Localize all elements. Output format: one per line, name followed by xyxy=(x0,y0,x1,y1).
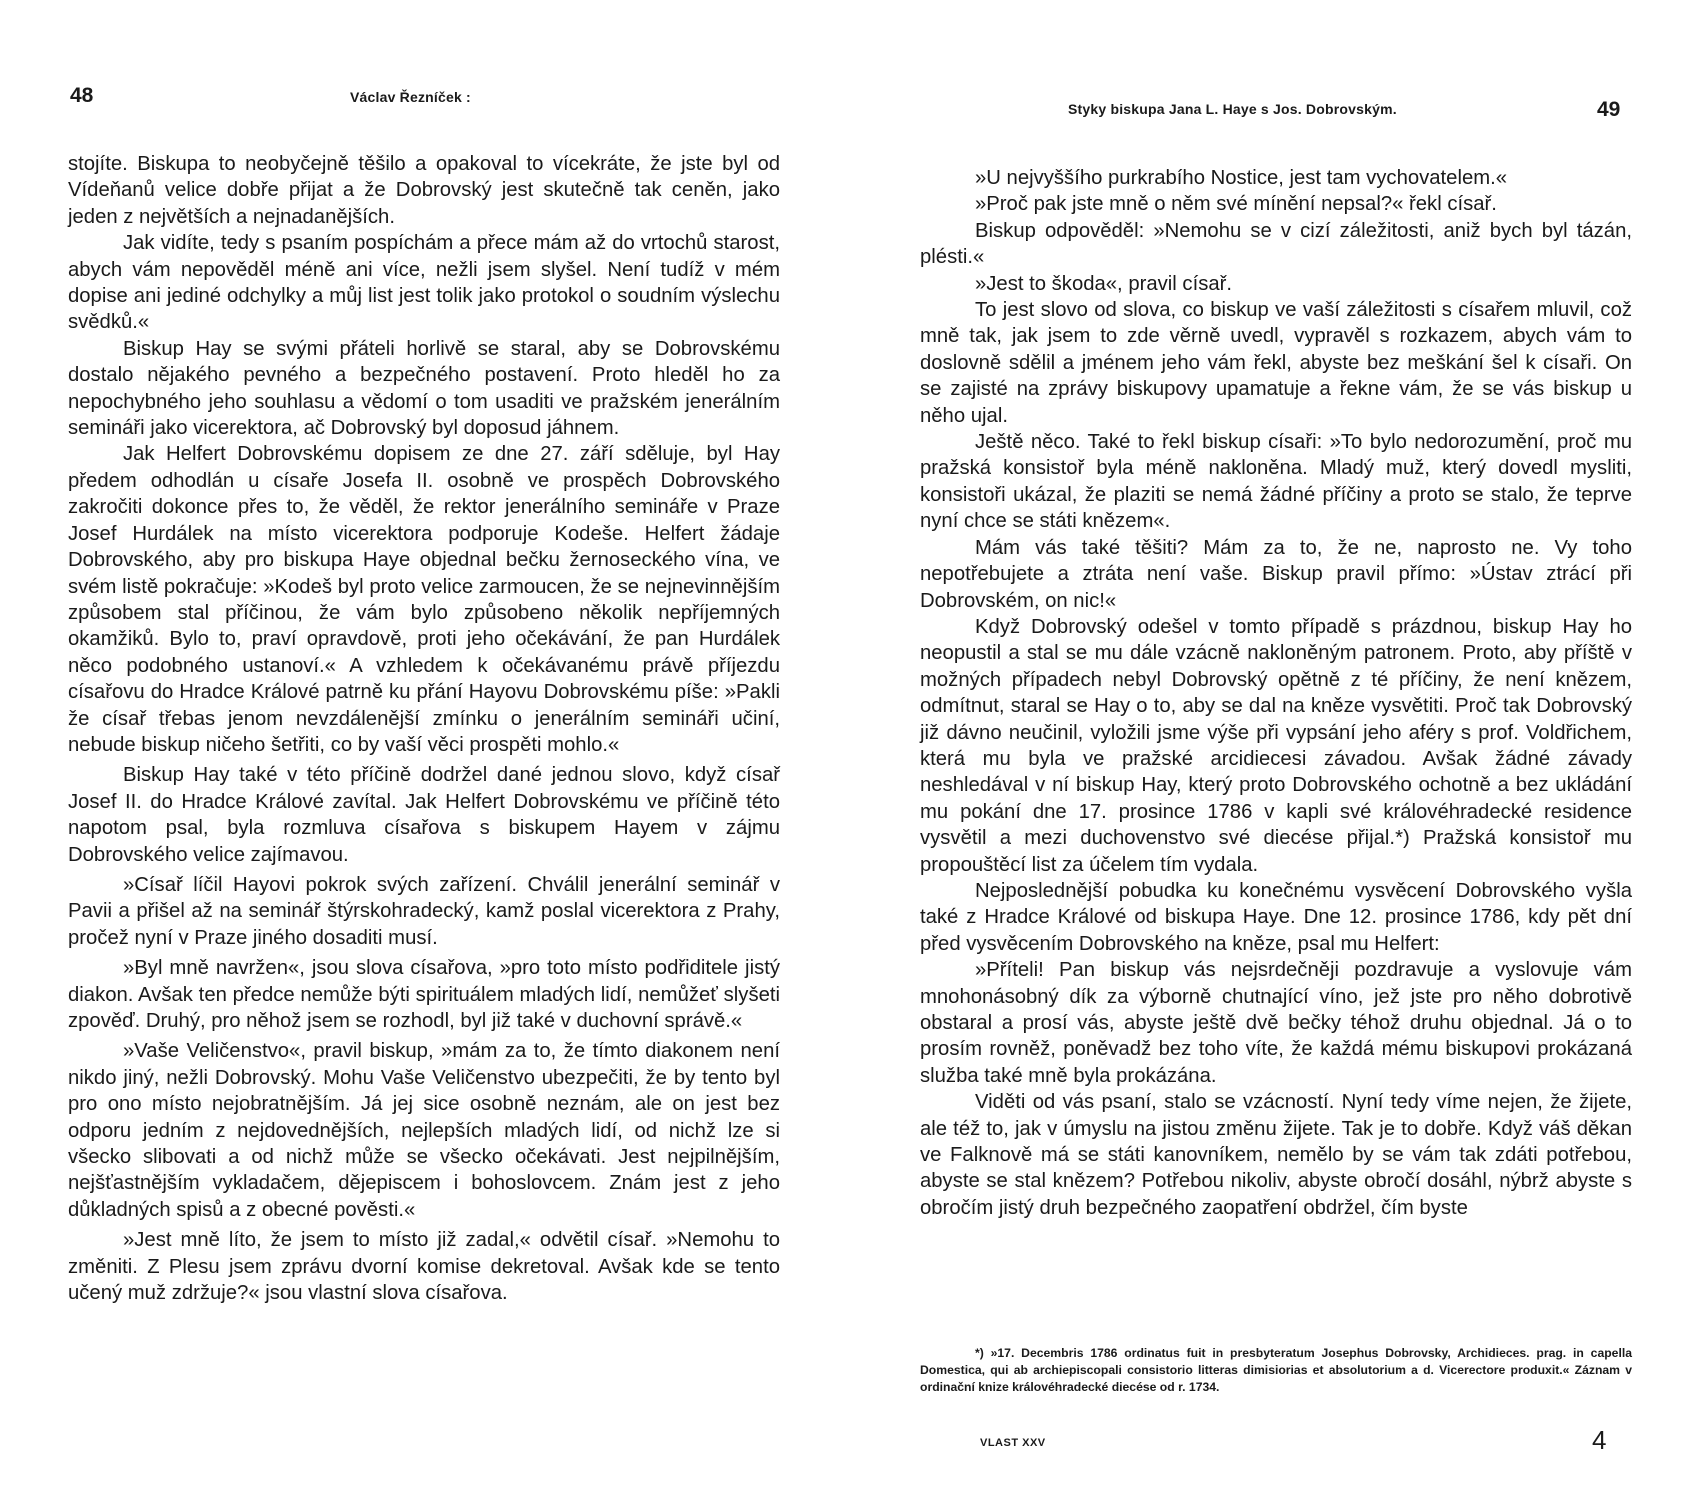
paragraph: »Vaše Veličenstvo«, pravil biskup, »mám za to, že tímto diakonem není nikdo jiný, nežli Dobrovský. Mohu Vaše Veličenstvo ubezpečiti, že by tento byl pro ono místo nejobratnějším. Já jej sice osobně neznám, ale on jest bez odporu jedním z nejdovednějších, nejlepších mladých lidí, od nichž lze si všecko slibovati a od nichž může se všecko očekávati. Jest nejpilnějším, nejšťastnějším vykladačem, dějepiscem i bohoslovcem. Znám jest z jeho důkladných spisů a z obecné pověsti.« xyxy=(68,1040,780,1221)
paragraph: »U nejvyššího purkrabího Nostice, jest tam vychovatelem.« xyxy=(975,167,1508,189)
page-number-right: 49 xyxy=(1597,98,1621,121)
paragraph: »Jest mně líto, že jsem to místo již zadal,« odvětil císař. »Nemohu to změniti. Z Plesu jsem zprávu dvorní komise dekretoval. Avšak kde se tento učený muž zdržuje?« jsou vlastní slova císařova. xyxy=(68,1229,780,1305)
footnote: *) »17. Decembris 1786 ordinatus fuit in presbyteratum Josephus Dobrovsky, Archidieces. prag. in capella Domestica, qui ab archiepiscopali consistorio litteras dimisiorias et absolutorium a d. Vicerectore produxit.« Záznam v ordinační knize královéhradecké diecése od r. 1734. xyxy=(920,1346,1632,1394)
paragraph: Ještě něco. Také to řekl biskup císaři: »To bylo nedorozumění, proč mu pražská konsistoř byla méně nakloněna. Mladý muž, který dovedl mysliti, konsistoři ukázal, že plaziti se nemá žádné příčiny a proto se stalo, že teprve nyní chce se státi knězem«. xyxy=(920,431,1632,533)
paragraph: Mám vás také těšiti? Mám za to, že ne, naprosto ne. Vy toho nepotřebujete a ztráta není vaše. Biskup pravil přímo: »Ústav ztrácí při Dobrovském, on nic!« xyxy=(920,536,1632,612)
paragraph: »Jest to škoda«, pravil císař. xyxy=(975,272,1233,295)
paragraph: Viděti od vás psaní, stalo se vzácností. Nyní tedy víme nejen, že žijete, ale též to, jak v úmyslu na jistou změnu žijete. Tak je to dobře. Když váš děkan ve Falknově má se státi kanovníkem, nemělo by se vám tak zdáti potřebou, abyste se stal knězem? Potřebou nikoliv, abyste obročí dosáhl, nýbrž abyste s obročím jistý druh bezpečného zaopatření obdržel, čím byste xyxy=(920,1091,1632,1219)
paragraph: »Byl mně navržen«, jsou slova císařova, »pro toto místo podřiditele jistý diakon. Avšak ten předce nemůže býti spirituálem mladých lidí, nemůžeť slyšeti zpověď. Druhý, pro něhož jsem se rozhodl, byl již také v duchovní správě.« xyxy=(68,957,780,1032)
paragraph: To jest slovo od slova, co biskup ve vaší záležitosti s císařem mluvil, což mně tak, jak jsem to zde věrně uvedl, vypravěl s rozkazem, abych vám to doslovně sdělil a jménem jeho vám řekl, abyste bez meškání šel k císaři. On se zajisté na zprávy biskupovy upamatuje a řekne vám, že se vás biskup u něho ujal. xyxy=(920,299,1632,427)
left-page-body xyxy=(68,151,780,1306)
right-page xyxy=(845,0,1690,1500)
paragraph: Když Dobrovský odešel v tomto případě s prázdnou, biskup Hay ho neopustil a stal se mu dále vzácně nakloněným patronem. Proto, aby příště v možných případech nebyl Dobrovský opětně z té příčiny, že není knězem, odmítnut, staral se Hay o to, aby se dal na kněze vysvětiti. Proč tak Dobrovský již dávno neučinil, vyložili jsme výše při vypsání jeho aféry s prof. Voldřichem, která mu byla ve pražské arcidiecesi závadou. Avšak žádné závady neshledával v ní biskup Hay, který proto Dobrovského ochotně a bez ukládání mu pokání dne 17. prosince 1786 v kapli své královéhradecké residence vysvětil a mezi duchovenstvo své diecése přijal.*) Pražská konsistoř mu propouštěcí list za účelem tím vydala. xyxy=(920,615,1632,876)
paragraph: Jak Helfert Dobrovskému dopisem ze dne 27. září sděluje, byl Hay předem odhodlán u císaře Josefa II. osobně ve prospěch Dobrovského zakročiti dokonce přes to, že věděl, že rektor jenerálního semináře v Praze Josef Hurdálek na místo vicerektora podporuje Kodeše. Helfert žádaje Dobrovského, aby pro biskupa Haye objednal bečku žernoseckého vína, ve svém listě pokračuje: »Kodeš byl proto velice zarmoucen, že se nejnevinnějším způsobem stal příčinou, že vám bylo způsobeno několik nepříjemných okamžiků. Bylo to, praví opravdově, proti jeho očekávání, že pan Hurdálek něco podobného ustanoví.« A vzhledem k očekávanému právě příjezdu císařovu do Hradce Králové patrně ku přání Hayovu Dobrovskému píše: »Pakli že císař třebas jenom nevzdálenější zmínku o jenerálním semináři učiní, nebude biskup ničeho šetřiti, co by vaší věci prospěti mohlo.« xyxy=(68,443,780,756)
running-head-left: Václav Řezníček : xyxy=(350,89,471,105)
paragraph: stojíte. Biskupa to neobyčejně těšilo a opakoval to vícekráte, že jste byl od Vídeňanů velice dobře přijat a že Dobrovský jest skutečně tak ceněn, jako jeden z největších a nejnadanějších. xyxy=(68,153,780,228)
paragraph: Nejposlednější pobudka ku konečnému vysvěcení Dobrovského vyšla také z Hradce Králové od biskupa Haye. Dne 12. prosince 1786, kdy pět dní před vysvěcením Dobrovského na kněze, psal mu Helfert: xyxy=(920,879,1632,955)
paragraph: Biskup odpověděl: »Nemohu se v cizí záležitosti, aniž bych byl tázán, plésti.« xyxy=(920,219,1632,269)
paragraph: »Příteli! Pan biskup vás nejsrdečněji pozdravuje a vyslovuje vám mnohonásobný dík za výborně chutnající víno, jež jste pro něho dobrotivě obstaral a prosí vás, abyste ještě dvě bečky téhož druhu objednal. Já o to prosím rovněž, poněvadž bez toho víte, že každá mému biskupovi prokázaná služba také mně byla prokázána. xyxy=(920,959,1632,1087)
paragraph: Biskup Hay se svými přáteli horlivě se staral, aby se Dobrovskému dostalo nějakého pevného a bezpečného postavení. Proto hleděl ho za nepochybného jeho souhlasu a vědomí o tom usaditi ve pražském jenerálním semináři jako vicerektora, ač Dobrovský byl doposud jáhnem. xyxy=(68,337,780,440)
paragraph: »Proč pak jste mně o něm své mínění nepsal?« řekl císař. xyxy=(975,193,1497,216)
running-head-right: Styky biskupa Jana L. Haye s Jos. Dobrovským. xyxy=(1068,101,1397,117)
sheet-number: 4 xyxy=(1592,1425,1607,1455)
paragraph: Jak vidíte, tedy s psaním pospíchám a přece mám až do vrtochů starost, abych vám nepověděl méně ani více, nežli jsem slyšel. Není tudíž v mém dopise ani jediné odchylky a můj list jest tolik jako protokol o soudním výslechu svědků.« xyxy=(68,232,780,334)
page-number-left: 48 xyxy=(70,84,94,107)
right-page-body xyxy=(920,165,1632,1221)
paragraph: »Císař líčil Hayovi pokrok svých zařízení. Chválil jenerální seminář v Pavii a přišel až na seminář štýrskohradecký, kamž poslal vicerektora z Prahy, pročež nyní v Praze jiného dosaditi musí. xyxy=(68,873,780,949)
paragraph: Biskup Hay také v této příčině dodržel dané jednou slovo, když císař Josef II. do Hradce Králové zavítal. Jak Helfert Dobrovskému ve příčině této napotom psal, byla rozmluva císařova s biskupem Hayem v zájmu Dobrovského velice zajímavou. xyxy=(68,764,780,866)
printer-signature: VLAST XXV xyxy=(980,1437,1046,1449)
